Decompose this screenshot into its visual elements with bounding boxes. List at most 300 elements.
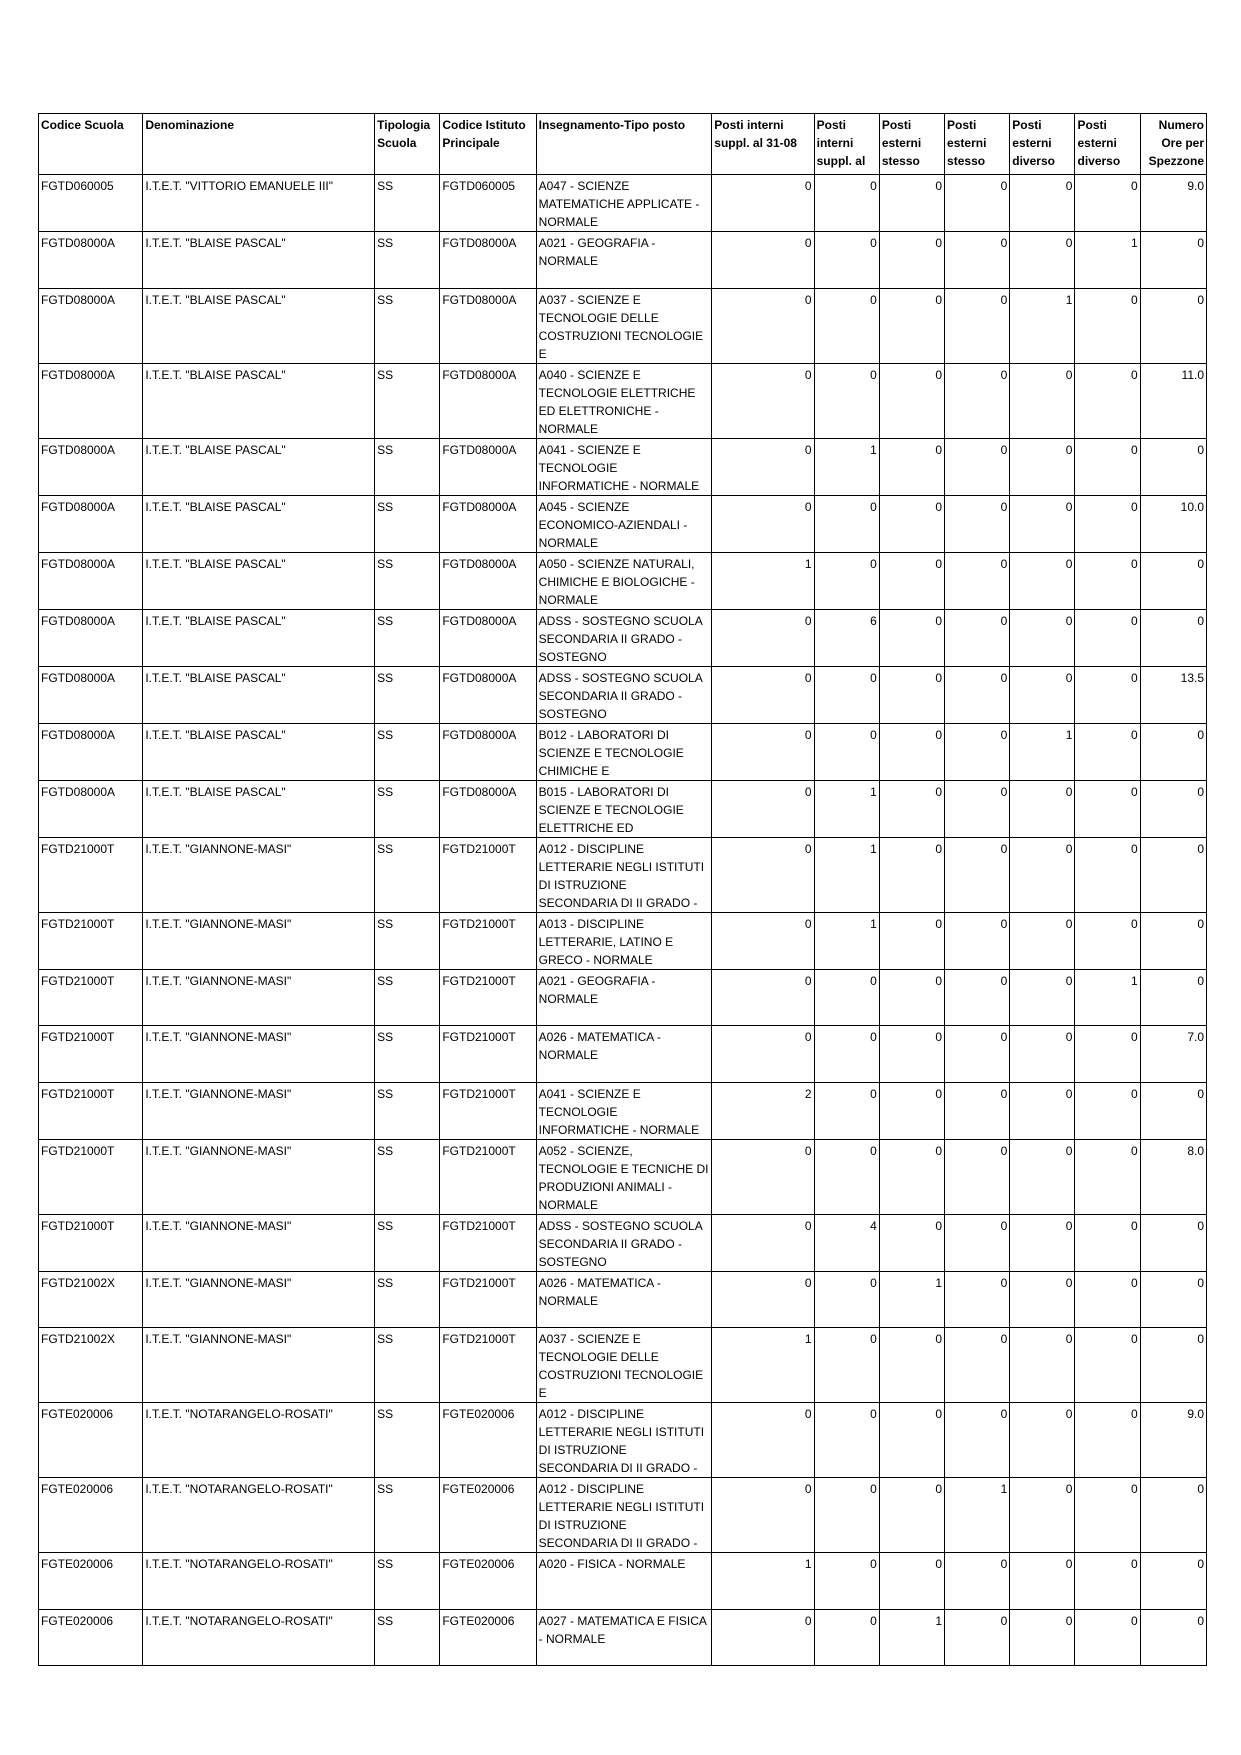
- cell-codice-scuola: FGTD21000T: [39, 1139, 143, 1214]
- cell-tipologia: SS: [375, 1082, 440, 1139]
- cell-posti-esterni-diverso-2: 0: [1075, 780, 1140, 837]
- cell-posti-interni-31-08: 0: [712, 495, 814, 552]
- cell-posti-esterni-diverso-2: 0: [1075, 363, 1140, 438]
- cell-denominazione: I.T.E.T. "VITTORIO EMANUELE III": [143, 175, 375, 232]
- cell-insegnamento: A045 - SCIENZE ECONOMICO-AZIENDALI - NORMALE: [536, 495, 712, 552]
- header-posti-esterni-stesso-2: Posti esterni stesso: [945, 114, 1010, 175]
- cell-tipologia: SS: [375, 609, 440, 666]
- table-row: [39, 969, 1207, 1026]
- cell-numero-ore: 9.0: [1140, 175, 1206, 232]
- cell-posti-interni-suppl: 1: [814, 912, 879, 969]
- cell-posti-interni-31-08: 0: [712, 780, 814, 837]
- cell-posti-esterni-stesso-2: 0: [945, 1328, 1010, 1403]
- cell-posti-esterni-stesso-2: 0: [945, 1082, 1010, 1139]
- cell-codice-scuola: FGTD08000A: [39, 552, 143, 609]
- cell-posti-interni-31-08: 1: [712, 1328, 814, 1403]
- cell-posti-esterni-diverso-1: 0: [1010, 912, 1075, 969]
- cell-tipologia: SS: [375, 438, 440, 495]
- cell-codice-scuola: FGTE020006: [39, 1403, 143, 1478]
- cell-codice-istituto: FGTD21000T: [440, 1139, 536, 1214]
- cell-posti-esterni-stesso-1: 0: [879, 609, 944, 666]
- cell-posti-esterni-diverso-1: 0: [1010, 609, 1075, 666]
- cell-posti-esterni-stesso-2: 0: [945, 288, 1010, 363]
- cell-numero-ore: 10.0: [1140, 495, 1206, 552]
- cell-denominazione: I.T.E.T. "GIANNONE-MASI": [143, 1139, 375, 1214]
- table-row: [39, 1214, 1207, 1271]
- cell-posti-esterni-diverso-1: 0: [1010, 1271, 1075, 1328]
- table-row: [39, 1271, 1207, 1328]
- cell-tipologia: SS: [375, 837, 440, 912]
- cell-numero-ore: 0: [1140, 1271, 1206, 1328]
- cell-posti-esterni-diverso-1: 0: [1010, 232, 1075, 289]
- cell-insegnamento: A037 - SCIENZE E TECNOLOGIE DELLE COSTRUZIONI TECNOLOGIE E: [536, 1328, 712, 1403]
- table-row: [39, 837, 1207, 912]
- cell-posti-interni-suppl: 1: [814, 780, 879, 837]
- cell-insegnamento: A037 - SCIENZE E TECNOLOGIE DELLE COSTRUZIONI TECNOLOGIE E: [536, 288, 712, 363]
- cell-insegnamento: ADSS - SOSTEGNO SCUOLA SECONDARIA II GRADO - SOSTEGNO: [536, 609, 712, 666]
- table-row: [39, 1082, 1207, 1139]
- cell-posti-interni-suppl: 0: [814, 723, 879, 780]
- cell-tipologia: SS: [375, 288, 440, 363]
- cell-posti-interni-suppl: 0: [814, 1403, 879, 1478]
- cell-insegnamento: A012 - DISCIPLINE LETTERARIE NEGLI ISTITUTI DI ISTRUZIONE SECONDARIA DI II GRADO -: [536, 1403, 712, 1478]
- cell-denominazione: I.T.E.T. "NOTARANGELO-ROSATI": [143, 1553, 375, 1610]
- cell-denominazione: I.T.E.T. "BLAISE PASCAL": [143, 288, 375, 363]
- cell-tipologia: SS: [375, 1609, 440, 1666]
- cell-codice-scuola: FGTD08000A: [39, 495, 143, 552]
- cell-tipologia: SS: [375, 175, 440, 232]
- cell-numero-ore: 0: [1140, 288, 1206, 363]
- cell-insegnamento: A013 - DISCIPLINE LETTERARIE, LATINO E GRECO - NORMALE: [536, 912, 712, 969]
- cell-tipologia: SS: [375, 1403, 440, 1478]
- cell-insegnamento: A027 - MATEMATICA E FISICA - NORMALE: [536, 1609, 712, 1666]
- cell-numero-ore: 0: [1140, 552, 1206, 609]
- cell-insegnamento: A020 - FISICA - NORMALE: [536, 1553, 712, 1610]
- cell-posti-esterni-diverso-2: 0: [1075, 1553, 1140, 1610]
- cell-numero-ore: 0: [1140, 837, 1206, 912]
- cell-posti-interni-31-08: 0: [712, 969, 814, 1026]
- cell-posti-interni-suppl: 4: [814, 1214, 879, 1271]
- table-row: [39, 780, 1207, 837]
- cell-posti-interni-suppl: 1: [814, 837, 879, 912]
- cell-numero-ore: 0: [1140, 609, 1206, 666]
- cell-codice-scuola: FGTD08000A: [39, 780, 143, 837]
- cell-posti-esterni-stesso-2: 0: [945, 1026, 1010, 1083]
- cell-posti-interni-suppl: 0: [814, 1271, 879, 1328]
- cell-tipologia: SS: [375, 1478, 440, 1553]
- cell-posti-interni-suppl: 1: [814, 438, 879, 495]
- posti-table: [38, 113, 1207, 1666]
- cell-tipologia: SS: [375, 666, 440, 723]
- header-posti-esterni-diverso-2: Posti esterni diverso: [1075, 114, 1140, 175]
- cell-tipologia: SS: [375, 495, 440, 552]
- cell-insegnamento: A026 - MATEMATICA - NORMALE: [536, 1271, 712, 1328]
- cell-posti-interni-31-08: 0: [712, 1026, 814, 1083]
- cell-posti-esterni-stesso-1: 0: [879, 232, 944, 289]
- cell-posti-esterni-diverso-2: 0: [1075, 438, 1140, 495]
- cell-insegnamento: ADSS - SOSTEGNO SCUOLA SECONDARIA II GRADO - SOSTEGNO: [536, 1214, 712, 1271]
- cell-posti-esterni-stesso-2: 0: [945, 780, 1010, 837]
- table-body: [39, 175, 1207, 1666]
- cell-numero-ore: 0: [1140, 1082, 1206, 1139]
- cell-codice-istituto: FGTD08000A: [440, 780, 536, 837]
- table-row: [39, 363, 1207, 438]
- cell-posti-esterni-diverso-2: 0: [1075, 912, 1140, 969]
- cell-posti-esterni-diverso-2: 0: [1075, 175, 1140, 232]
- cell-posti-esterni-stesso-2: 0: [945, 495, 1010, 552]
- cell-codice-scuola: FGTD060005: [39, 175, 143, 232]
- cell-codice-istituto: FGTD21000T: [440, 1082, 536, 1139]
- cell-codice-scuola: FGTD21000T: [39, 969, 143, 1026]
- cell-insegnamento: A026 - MATEMATICA - NORMALE: [536, 1026, 712, 1083]
- cell-posti-esterni-diverso-1: 0: [1010, 1478, 1075, 1553]
- cell-codice-scuola: FGTD08000A: [39, 609, 143, 666]
- cell-codice-istituto: FGTD08000A: [440, 232, 536, 289]
- cell-denominazione: I.T.E.T. "BLAISE PASCAL": [143, 232, 375, 289]
- cell-posti-interni-suppl: 0: [814, 969, 879, 1026]
- cell-posti-esterni-diverso-1: 1: [1010, 288, 1075, 363]
- cell-denominazione: I.T.E.T. "BLAISE PASCAL": [143, 363, 375, 438]
- cell-posti-esterni-diverso-2: 0: [1075, 609, 1140, 666]
- cell-posti-interni-suppl: 0: [814, 1026, 879, 1083]
- cell-codice-scuola: FGTD21000T: [39, 1214, 143, 1271]
- cell-numero-ore: 11.0: [1140, 363, 1206, 438]
- cell-posti-esterni-diverso-1: 0: [1010, 175, 1075, 232]
- cell-posti-esterni-stesso-1: 0: [879, 438, 944, 495]
- cell-posti-interni-suppl: 0: [814, 1609, 879, 1666]
- cell-denominazione: I.T.E.T. "BLAISE PASCAL": [143, 438, 375, 495]
- cell-codice-istituto: FGTD21000T: [440, 969, 536, 1026]
- cell-posti-esterni-stesso-1: 0: [879, 1328, 944, 1403]
- cell-numero-ore: 0: [1140, 438, 1206, 495]
- cell-posti-esterni-stesso-2: 0: [945, 438, 1010, 495]
- header-posti-interni-suppl-31-08: Posti interni suppl. al 31-08: [712, 114, 814, 175]
- cell-denominazione: I.T.E.T. "NOTARANGELO-ROSATI": [143, 1478, 375, 1553]
- cell-denominazione: I.T.E.T. "GIANNONE-MASI": [143, 1026, 375, 1083]
- cell-posti-esterni-diverso-2: 0: [1075, 1214, 1140, 1271]
- cell-posti-esterni-diverso-1: 0: [1010, 438, 1075, 495]
- cell-posti-esterni-stesso-1: 0: [879, 969, 944, 1026]
- cell-posti-interni-31-08: 0: [712, 837, 814, 912]
- cell-tipologia: SS: [375, 1214, 440, 1271]
- cell-codice-istituto: FGTD08000A: [440, 666, 536, 723]
- cell-posti-interni-31-08: 0: [712, 912, 814, 969]
- cell-posti-interni-suppl: 0: [814, 495, 879, 552]
- cell-posti-esterni-diverso-2: 1: [1075, 232, 1140, 289]
- cell-posti-esterni-stesso-2: 0: [945, 1553, 1010, 1610]
- table-row: [39, 288, 1207, 363]
- cell-codice-scuola: FGTE020006: [39, 1478, 143, 1553]
- cell-posti-interni-suppl: 0: [814, 1139, 879, 1214]
- cell-posti-esterni-stesso-1: 0: [879, 1082, 944, 1139]
- cell-codice-scuola: FGTD08000A: [39, 666, 143, 723]
- table-row: [39, 723, 1207, 780]
- cell-posti-interni-suppl: 0: [814, 288, 879, 363]
- cell-insegnamento: A040 - SCIENZE E TECNOLOGIE ELETTRICHE ED ELETTRONICHE - NORMALE: [536, 363, 712, 438]
- cell-denominazione: I.T.E.T. "NOTARANGELO-ROSATI": [143, 1403, 375, 1478]
- cell-posti-esterni-stesso-1: 0: [879, 666, 944, 723]
- cell-posti-interni-suppl: 0: [814, 1328, 879, 1403]
- cell-posti-interni-31-08: 0: [712, 666, 814, 723]
- cell-posti-esterni-diverso-1: 0: [1010, 969, 1075, 1026]
- cell-posti-esterni-diverso-2: 0: [1075, 666, 1140, 723]
- cell-posti-esterni-diverso-1: 0: [1010, 552, 1075, 609]
- cell-denominazione: I.T.E.T. "BLAISE PASCAL": [143, 495, 375, 552]
- cell-denominazione: I.T.E.T. "BLAISE PASCAL": [143, 666, 375, 723]
- cell-codice-istituto: FGTE020006: [440, 1609, 536, 1666]
- cell-insegnamento: A041 - SCIENZE E TECNOLOGIE INFORMATICHE - NORMALE: [536, 1082, 712, 1139]
- cell-codice-istituto: FGTD21000T: [440, 912, 536, 969]
- cell-posti-esterni-stesso-2: 0: [945, 969, 1010, 1026]
- cell-codice-istituto: FGTD08000A: [440, 495, 536, 552]
- cell-tipologia: SS: [375, 1553, 440, 1610]
- cell-denominazione: I.T.E.T. "NOTARANGELO-ROSATI": [143, 1609, 375, 1666]
- cell-posti-esterni-stesso-2: 0: [945, 232, 1010, 289]
- cell-denominazione: I.T.E.T. "GIANNONE-MASI": [143, 912, 375, 969]
- cell-posti-esterni-diverso-1: 0: [1010, 1403, 1075, 1478]
- cell-posti-esterni-stesso-1: 0: [879, 780, 944, 837]
- cell-posti-esterni-stesso-2: 0: [945, 1403, 1010, 1478]
- cell-posti-esterni-stesso-1: 0: [879, 363, 944, 438]
- cell-posti-interni-31-08: 2: [712, 1082, 814, 1139]
- cell-insegnamento: A012 - DISCIPLINE LETTERARIE NEGLI ISTITUTI DI ISTRUZIONE SECONDARIA DI II GRADO -: [536, 1478, 712, 1553]
- cell-posti-esterni-diverso-1: 0: [1010, 1082, 1075, 1139]
- cell-posti-esterni-diverso-1: 0: [1010, 780, 1075, 837]
- header-row: [39, 114, 1207, 175]
- cell-posti-esterni-diverso-2: 0: [1075, 288, 1140, 363]
- cell-posti-interni-31-08: 0: [712, 1478, 814, 1553]
- cell-tipologia: SS: [375, 1271, 440, 1328]
- table-row: [39, 1609, 1207, 1666]
- cell-codice-istituto: FGTD21000T: [440, 1328, 536, 1403]
- cell-posti-interni-31-08: 0: [712, 1609, 814, 1666]
- cell-posti-esterni-stesso-1: 0: [879, 723, 944, 780]
- cell-numero-ore: 7.0: [1140, 1026, 1206, 1083]
- cell-numero-ore: 0: [1140, 1214, 1206, 1271]
- cell-tipologia: SS: [375, 232, 440, 289]
- table-row: [39, 1478, 1207, 1553]
- cell-codice-scuola: FGTD21002X: [39, 1271, 143, 1328]
- cell-tipologia: SS: [375, 552, 440, 609]
- cell-posti-esterni-stesso-1: 0: [879, 1139, 944, 1214]
- table-row: [39, 1403, 1207, 1478]
- cell-numero-ore: 0: [1140, 1553, 1206, 1610]
- cell-posti-interni-suppl: 0: [814, 552, 879, 609]
- cell-posti-interni-31-08: 1: [712, 1553, 814, 1610]
- cell-tipologia: SS: [375, 723, 440, 780]
- cell-posti-interni-suppl: 0: [814, 1478, 879, 1553]
- cell-posti-esterni-stesso-1: 0: [879, 1026, 944, 1083]
- cell-codice-istituto: FGTE020006: [440, 1403, 536, 1478]
- cell-posti-esterni-diverso-2: 0: [1075, 1403, 1140, 1478]
- cell-insegnamento: A047 - SCIENZE MATEMATICHE APPLICATE - NORMALE: [536, 175, 712, 232]
- cell-denominazione: I.T.E.T. "BLAISE PASCAL": [143, 723, 375, 780]
- cell-posti-esterni-diverso-2: 0: [1075, 552, 1140, 609]
- header-numero-ore-spezzone: Numero Ore per Spezzone: [1140, 114, 1206, 175]
- cell-posti-esterni-diverso-1: 0: [1010, 1026, 1075, 1083]
- cell-posti-esterni-stesso-1: 0: [879, 1214, 944, 1271]
- cell-codice-scuola: FGTE020006: [39, 1553, 143, 1610]
- cell-denominazione: I.T.E.T. "GIANNONE-MASI": [143, 837, 375, 912]
- cell-codice-scuola: FGTD21000T: [39, 837, 143, 912]
- cell-codice-istituto: FGTD08000A: [440, 552, 536, 609]
- cell-posti-esterni-stesso-2: 0: [945, 1609, 1010, 1666]
- cell-insegnamento: A052 - SCIENZE, TECNOLOGIE E TECNICHE DI PRODUZIONI ANIMALI - NORMALE: [536, 1139, 712, 1214]
- table-row: [39, 666, 1207, 723]
- cell-posti-esterni-diverso-1: 0: [1010, 1553, 1075, 1610]
- cell-codice-scuola: FGTD08000A: [39, 363, 143, 438]
- cell-posti-interni-31-08: 0: [712, 363, 814, 438]
- cell-posti-interni-31-08: 0: [712, 232, 814, 289]
- cell-codice-istituto: FGTD08000A: [440, 363, 536, 438]
- cell-posti-interni-31-08: 0: [712, 1271, 814, 1328]
- cell-posti-interni-31-08: 0: [712, 723, 814, 780]
- cell-posti-esterni-stesso-1: 0: [879, 837, 944, 912]
- cell-posti-esterni-diverso-2: 0: [1075, 723, 1140, 780]
- cell-posti-esterni-diverso-2: 0: [1075, 1271, 1140, 1328]
- cell-posti-esterni-stesso-1: 0: [879, 495, 944, 552]
- cell-codice-istituto: FGTD08000A: [440, 609, 536, 666]
- cell-posti-esterni-stesso-2: 0: [945, 666, 1010, 723]
- cell-posti-interni-31-08: 0: [712, 438, 814, 495]
- cell-posti-esterni-stesso-1: 0: [879, 175, 944, 232]
- cell-numero-ore: 0: [1140, 1328, 1206, 1403]
- cell-posti-interni-suppl: 6: [814, 609, 879, 666]
- cell-posti-esterni-stesso-1: 1: [879, 1609, 944, 1666]
- cell-posti-interni-31-08: 1: [712, 552, 814, 609]
- cell-posti-esterni-diverso-1: 0: [1010, 837, 1075, 912]
- cell-denominazione: I.T.E.T. "GIANNONE-MASI": [143, 1271, 375, 1328]
- header-posti-interni-suppl-al: Posti interni suppl. al: [814, 114, 879, 175]
- table-header: [39, 114, 1207, 175]
- cell-posti-esterni-stesso-2: 0: [945, 552, 1010, 609]
- cell-posti-interni-suppl: 0: [814, 666, 879, 723]
- header-insegnamento-tipo-posto: Insegnamento-Tipo posto: [536, 114, 712, 175]
- cell-numero-ore: 13.5: [1140, 666, 1206, 723]
- header-posti-esterni-stesso-1: Posti esterni stesso: [879, 114, 944, 175]
- table-row: [39, 1026, 1207, 1083]
- table-row: [39, 438, 1207, 495]
- cell-numero-ore: 0: [1140, 780, 1206, 837]
- cell-codice-scuola: FGTD08000A: [39, 438, 143, 495]
- cell-insegnamento: ADSS - SOSTEGNO SCUOLA SECONDARIA II GRADO - SOSTEGNO: [536, 666, 712, 723]
- cell-codice-istituto: FGTD21000T: [440, 1271, 536, 1328]
- cell-codice-istituto: FGTD21000T: [440, 1214, 536, 1271]
- table-row: [39, 1553, 1207, 1610]
- header-codice-scuola: Codice Scuola: [39, 114, 143, 175]
- cell-codice-scuola: FGTD21000T: [39, 912, 143, 969]
- cell-insegnamento: A050 - SCIENZE NATURALI, CHIMICHE E BIOLOGICHE - NORMALE: [536, 552, 712, 609]
- cell-insegnamento: A021 - GEOGRAFIA - NORMALE: [536, 969, 712, 1026]
- cell-posti-interni-31-08: 0: [712, 609, 814, 666]
- cell-codice-scuola: FGTD21000T: [39, 1026, 143, 1083]
- table-row: [39, 912, 1207, 969]
- cell-codice-istituto: FGTD060005: [440, 175, 536, 232]
- table-row: [39, 495, 1207, 552]
- cell-codice-scuola: FGTD08000A: [39, 723, 143, 780]
- cell-codice-scuola: FGTD08000A: [39, 232, 143, 289]
- cell-posti-esterni-stesso-2: 0: [945, 723, 1010, 780]
- cell-posti-interni-suppl: 0: [814, 232, 879, 289]
- cell-posti-esterni-diverso-2: 0: [1075, 1478, 1140, 1553]
- cell-posti-esterni-stesso-2: 0: [945, 912, 1010, 969]
- table-row: [39, 1139, 1207, 1214]
- cell-posti-interni-suppl: 0: [814, 1553, 879, 1610]
- cell-codice-scuola: FGTD21002X: [39, 1328, 143, 1403]
- table-row: [39, 609, 1207, 666]
- cell-numero-ore: 0: [1140, 969, 1206, 1026]
- cell-numero-ore: 0: [1140, 1478, 1206, 1553]
- cell-posti-esterni-diverso-1: 0: [1010, 1139, 1075, 1214]
- cell-posti-esterni-diverso-1: 0: [1010, 666, 1075, 723]
- table-row: [39, 552, 1207, 609]
- cell-posti-esterni-diverso-2: 1: [1075, 969, 1140, 1026]
- cell-posti-esterni-stesso-1: 0: [879, 1553, 944, 1610]
- cell-posti-interni-31-08: 0: [712, 175, 814, 232]
- cell-codice-istituto: FGTD08000A: [440, 438, 536, 495]
- table-row: [39, 232, 1207, 289]
- cell-insegnamento: B015 - LABORATORI DI SCIENZE E TECNOLOGIE ELETTRICHE ED: [536, 780, 712, 837]
- cell-posti-esterni-diverso-2: 0: [1075, 837, 1140, 912]
- cell-numero-ore: 0: [1140, 1609, 1206, 1666]
- cell-posti-esterni-diverso-2: 0: [1075, 1328, 1140, 1403]
- cell-codice-istituto: FGTD08000A: [440, 288, 536, 363]
- cell-denominazione: I.T.E.T. "GIANNONE-MASI": [143, 1328, 375, 1403]
- cell-posti-esterni-diverso-2: 0: [1075, 1026, 1140, 1083]
- cell-codice-istituto: FGTE020006: [440, 1478, 536, 1553]
- cell-posti-esterni-stesso-2: 0: [945, 1139, 1010, 1214]
- cell-posti-esterni-stesso-2: 0: [945, 363, 1010, 438]
- cell-denominazione: I.T.E.T. "GIANNONE-MASI": [143, 1214, 375, 1271]
- cell-posti-esterni-diverso-1: 1: [1010, 723, 1075, 780]
- cell-posti-esterni-stesso-1: 0: [879, 1478, 944, 1553]
- cell-posti-esterni-diverso-1: 0: [1010, 1609, 1075, 1666]
- header-tipologia-scuola: Tipologia Scuola: [375, 114, 440, 175]
- cell-posti-esterni-diverso-1: 0: [1010, 1328, 1075, 1403]
- cell-tipologia: SS: [375, 780, 440, 837]
- cell-posti-interni-31-08: 0: [712, 1403, 814, 1478]
- cell-posti-esterni-diverso-1: 0: [1010, 363, 1075, 438]
- cell-codice-scuola: FGTD21000T: [39, 1082, 143, 1139]
- cell-insegnamento: A021 - GEOGRAFIA - NORMALE: [536, 232, 712, 289]
- cell-tipologia: SS: [375, 1328, 440, 1403]
- cell-codice-scuola: FGTE020006: [39, 1609, 143, 1666]
- cell-posti-esterni-stesso-2: 0: [945, 837, 1010, 912]
- cell-posti-esterni-stesso-2: 0: [945, 175, 1010, 232]
- cell-posti-esterni-diverso-1: 0: [1010, 495, 1075, 552]
- cell-codice-istituto: FGTD21000T: [440, 837, 536, 912]
- cell-insegnamento: B012 - LABORATORI DI SCIENZE E TECNOLOGIE CHIMICHE E: [536, 723, 712, 780]
- cell-numero-ore: 0: [1140, 232, 1206, 289]
- cell-numero-ore: 0: [1140, 723, 1206, 780]
- cell-posti-interni-31-08: 0: [712, 1139, 814, 1214]
- cell-tipologia: SS: [375, 912, 440, 969]
- header-denominazione: Denominazione: [143, 114, 375, 175]
- cell-tipologia: SS: [375, 1139, 440, 1214]
- cell-codice-istituto: FGTD21000T: [440, 1026, 536, 1083]
- cell-denominazione: I.T.E.T. "GIANNONE-MASI": [143, 1082, 375, 1139]
- cell-codice-istituto: FGTD08000A: [440, 723, 536, 780]
- cell-posti-esterni-diverso-1: 0: [1010, 1214, 1075, 1271]
- header-codice-istituto-principale: Codice Istituto Principale: [440, 114, 536, 175]
- cell-posti-esterni-stesso-1: 0: [879, 288, 944, 363]
- cell-posti-esterni-stesso-1: 0: [879, 552, 944, 609]
- cell-denominazione: I.T.E.T. "BLAISE PASCAL": [143, 552, 375, 609]
- cell-posti-interni-31-08: 0: [712, 288, 814, 363]
- cell-tipologia: SS: [375, 363, 440, 438]
- cell-posti-interni-suppl: 0: [814, 175, 879, 232]
- cell-posti-esterni-stesso-2: 1: [945, 1478, 1010, 1553]
